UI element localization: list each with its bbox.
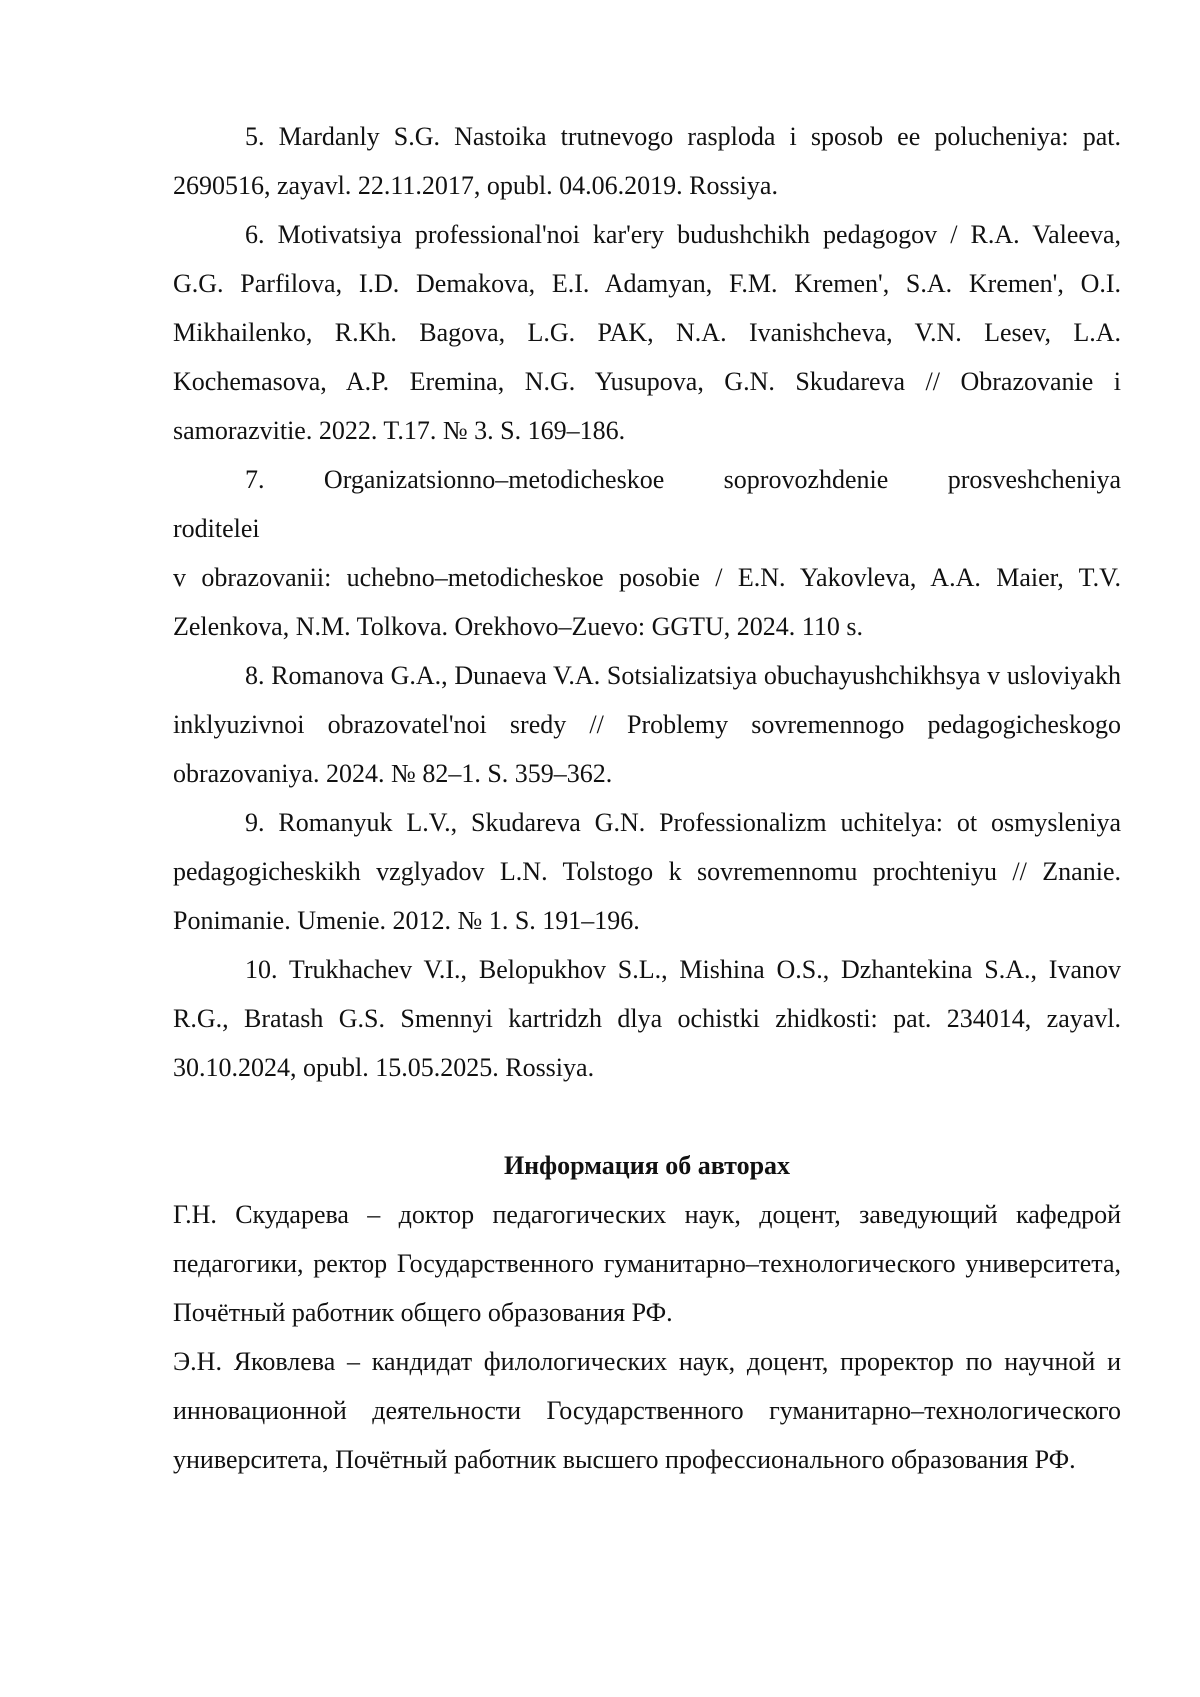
reference-list xyxy=(173,112,1121,1092)
reference-7-line-3: v obrazovanii: uchebno–metodicheskoe posobie / E.N. Yakovleva, A.A. Maier, T.V. Zelenkova, N.M. Tolkova. Orekhovo–Zuevo: GGTU, 2024. 110 s. xyxy=(173,563,1121,641)
authors-section xyxy=(173,1141,1121,1484)
author-info-yakovleva: Э.Н. Яковлева – кандидат филологических наук, доцент, проректор по научной и инновационной деятельности Государственного гуманитарно–технологического университета, Почётный работник высшего профессионального образования РФ. xyxy=(173,1347,1121,1474)
author-info-skudareva: Г.Н. Скударева – доктор педагогических наук, доцент, заведующий кафедрой педагогики, ректор Государственного гуманитарно–технологического университета, Почётный работник общего образования РФ. xyxy=(173,1200,1121,1327)
reference-7-line-2: roditelei xyxy=(173,514,260,543)
reference-item-8: 8. Romanova G.A., Dunaeva V.A. Sotsializatsiya obuchayushchikhsya v usloviyakh inklyuzivnoi obrazovatel'noi sredy // Problemy sovremennogo pedagogicheskogo obrazovaniya. 2024. № 82–1. S. 359–362. xyxy=(173,661,1121,788)
reference-item-5: 5. Mardanly S.G. Nastoika trutnevogo rasploda i sposob ee polucheniya: pat. 2690516, zayavl. 22.11.2017, opubl. 04.06.2019. Rossiya. xyxy=(173,122,1121,200)
document-page xyxy=(173,112,1121,1484)
reference-item-10: 10. Trukhachev V.I., Belopukhov S.L., Mishina O.S., Dzhantekina S.A., Ivanov R.G., Bratash G.S. Smennyi kartridzh dlya ochistki zhidkosti: pat. 234014, zayavl. 30.10.2024, opubl. 15.05.2025. Rossiya. xyxy=(173,955,1121,1082)
reference-item-7 xyxy=(173,455,1121,651)
reference-item-6: 6. Motivatsiya professional'noi kar'ery budushchikh pedagogov / R.A. Valeeva, G.G. Parfilova, I.D. Demakova, E.I. Adamyan, F.M. Kremen', S.A. Kremen', O.I. Mikhailenko, R.Kh. Bagova, L.G. PAK, N.A. Ivanishcheva, V.N. Lesev, L.A. Kochemasova, A.P. Eremina, N.G. Yusupova, G.N. Skudareva // Obrazovanie i samorazvitie. 2022. T.17. № 3. S. 169–186. xyxy=(173,220,1121,445)
reference-item-9: 9. Romanyuk L.V., Skudareva G.N. Professionalizm uchitelya: ot osmysleniya pedagogicheskikh vzglyadov L.N. Tolstogo k sovremennomu prochteniyu // Znanie. Ponimanie. Umenie. 2012. № 1. S. 191–196. xyxy=(173,808,1121,935)
authors-section-title: Информация об авторах xyxy=(503,1151,791,1180)
reference-7-line-1: 7. Organizatsionno–metodicheskoe soprovozhdenie prosveshcheniya xyxy=(245,465,1121,494)
